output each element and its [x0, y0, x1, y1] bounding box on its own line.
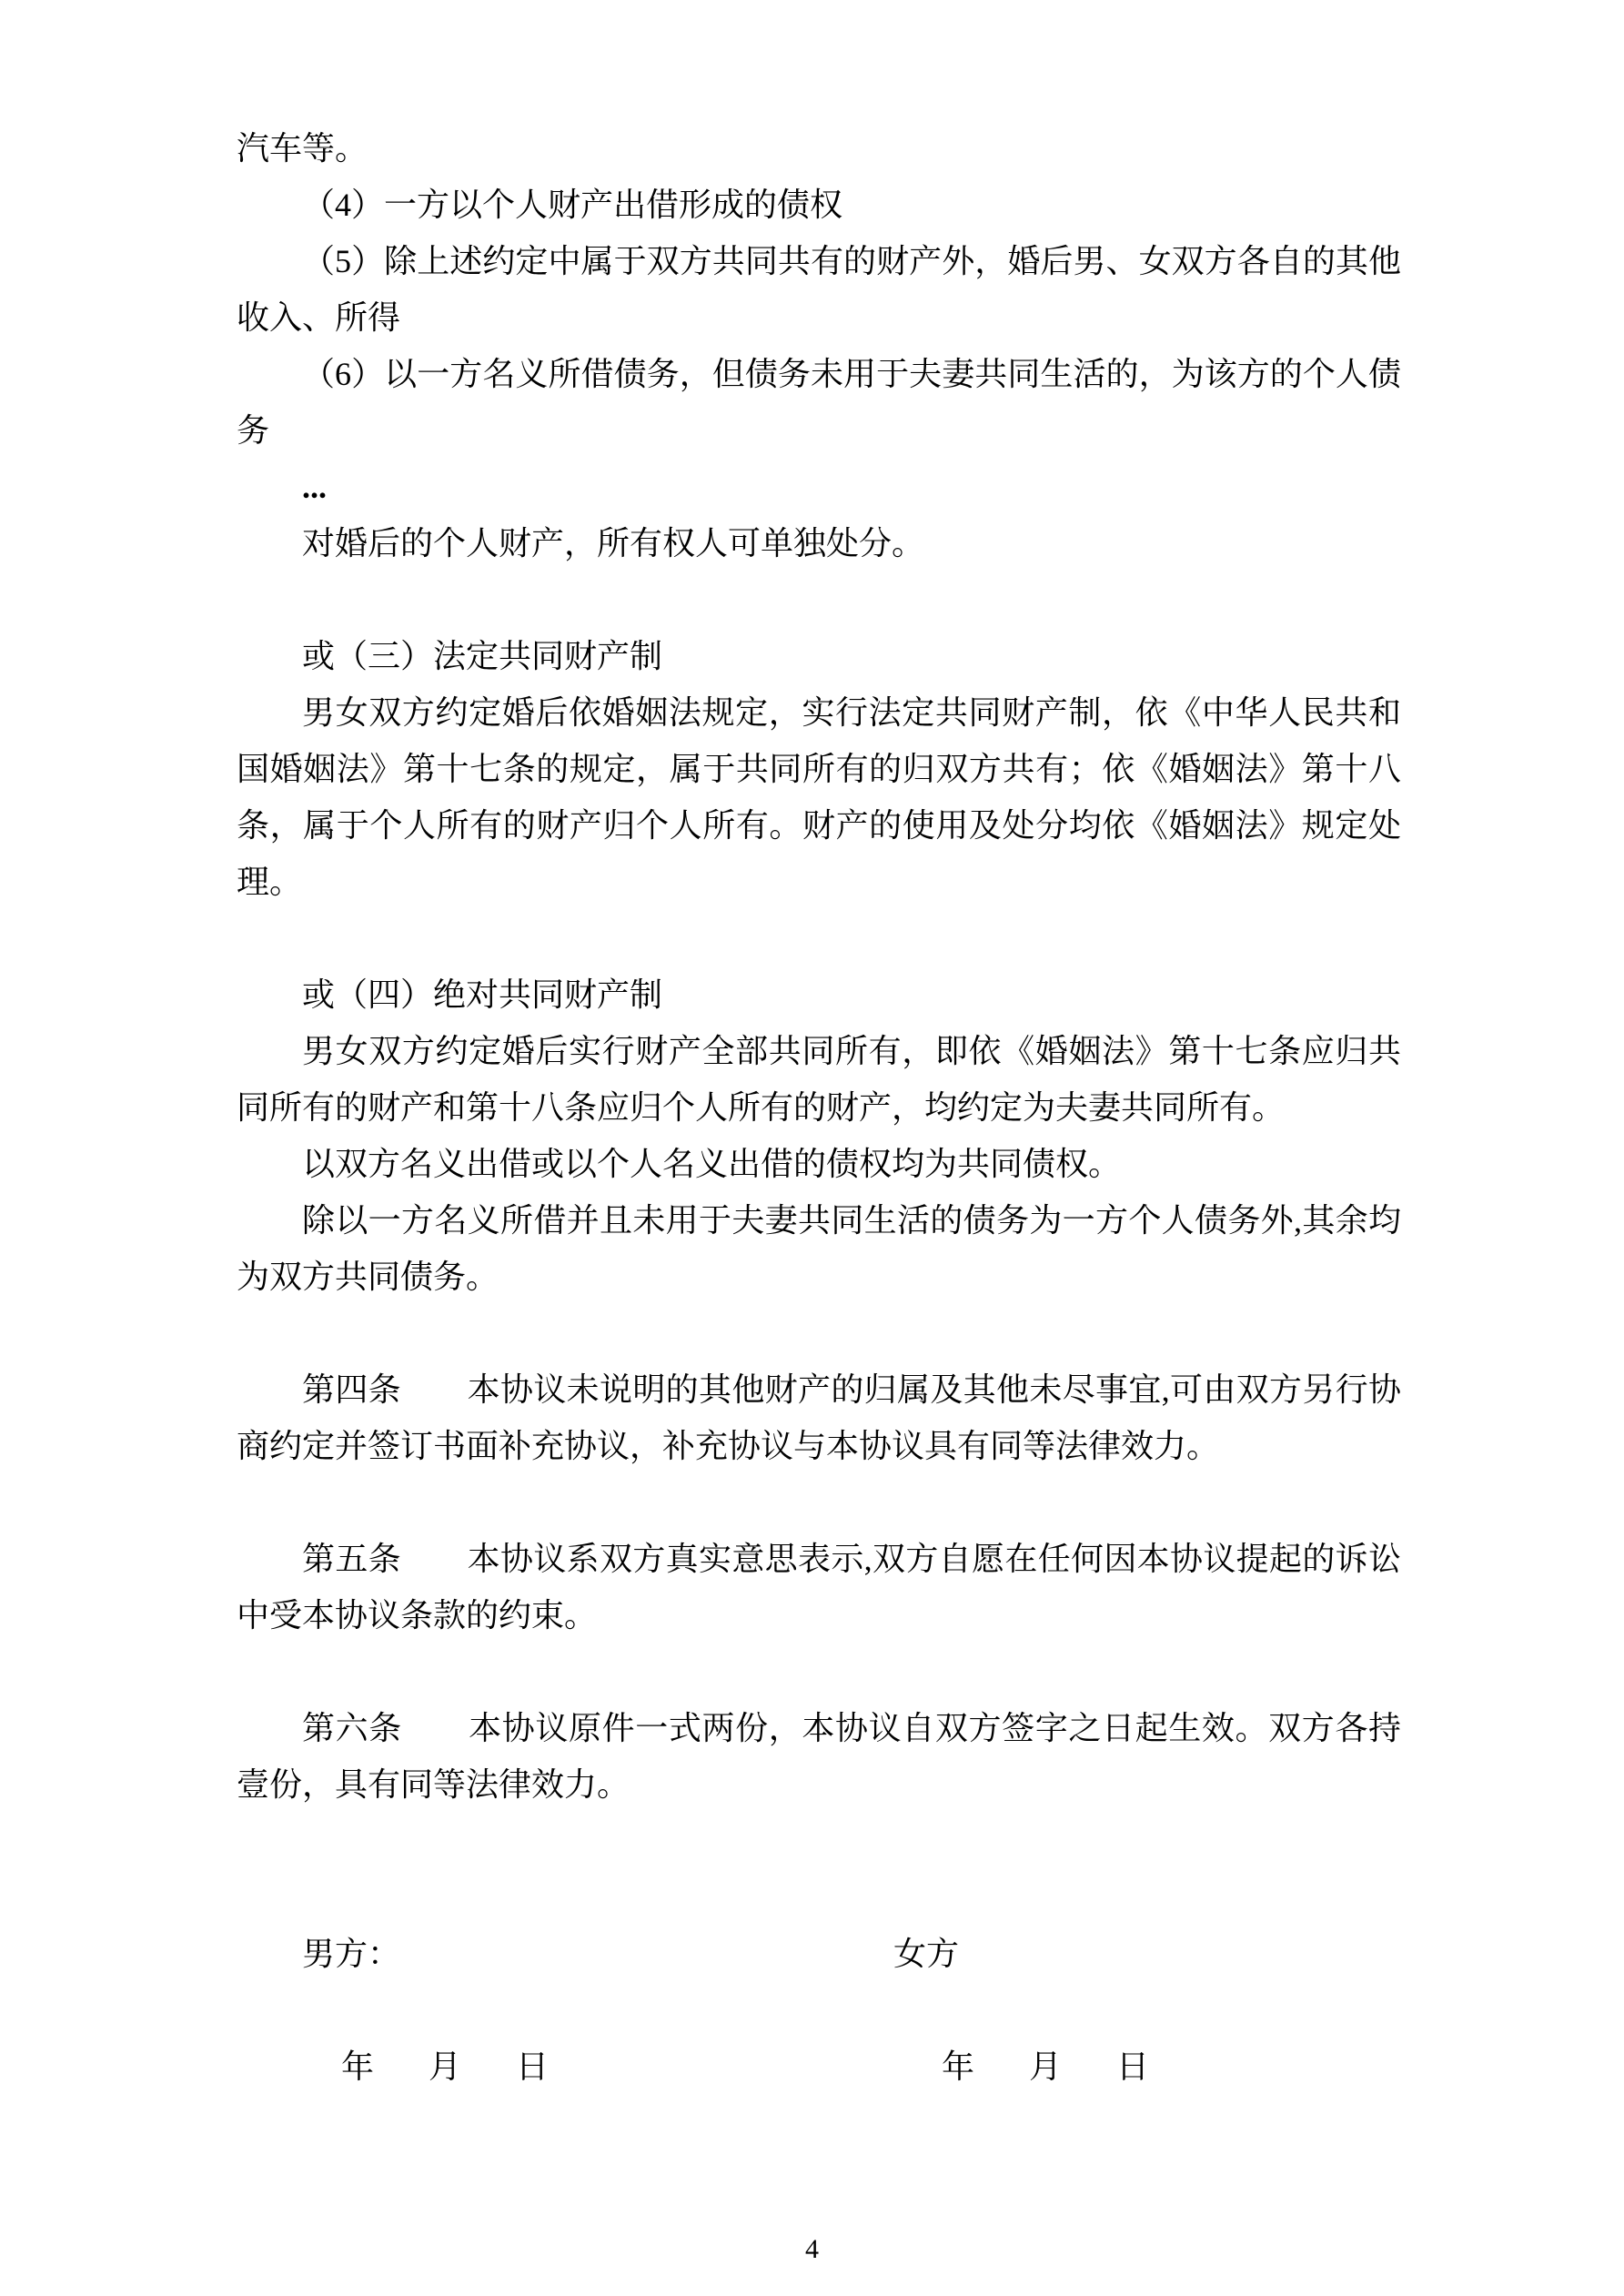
year-label: 年 [942, 2048, 975, 2085]
page-number: 4 [805, 2234, 819, 2264]
month-label: 月 [1029, 2048, 1063, 2085]
day-label: 日 [516, 2048, 550, 2085]
signature-wife [819, 1926, 1401, 1982]
heading-option-3: 或（三）法定共同财产制 [302, 638, 663, 674]
personal-property-note: 对婚后的个人财产，所有权人可单独处分。 [302, 525, 925, 561]
document-body [237, 120, 1401, 2095]
clause-item-6: （6）以一方名义所借债务，但债务未用于夫妻共同生活的，为该方的个人债务 [237, 356, 1401, 449]
ellipsis-line: ... [302, 469, 327, 505]
wife-label: 女方 [893, 1936, 960, 1972]
article-6: 第六条 本协议原件一式两份，本协议自双方签字之日起生效。双方各持壹份，具有同等法律效力。 [237, 1710, 1401, 1803]
date-group-husband [341, 2038, 819, 2095]
body-option-4-3: 除以一方名义所借并且未用于夫妻共同生活的债务为一方个人债务外,其余均为双方共同债务。 [237, 1202, 1401, 1295]
body-option-3: 男女双方约定婚后依婚姻法规定，实行法定共同财产制，依《中华人民共和国婚姻法》第十七条的规定，属于共同所有的归双方共有；依《婚姻法》第十八条，属于个人所有的财产归个人所有。财产的使用及处分均依《婚姻法》规定处理。 [237, 694, 1401, 900]
signature-row [237, 1926, 1401, 1982]
husband-label: 男方： [302, 1936, 401, 1972]
heading-option-4: 或（四）绝对共同财产制 [302, 976, 663, 1013]
date-row [237, 2038, 1401, 2095]
signature-husband [237, 1926, 819, 1982]
clause-item-5: （5）除上述约定中属于双方共同共有的财产外，婚后男、女双方各自的其他收入、所得 [237, 243, 1401, 336]
body-option-4-2: 以双方名义出借或以个人名义出借的债权均为共同债权。 [302, 1146, 1122, 1182]
clause-item-4: （4）一方以个人财产出借形成的债权 [302, 187, 843, 223]
date-husband [237, 2038, 819, 2095]
article-4: 第四条 本协议未说明的其他财产的归属及其他未尽事宜,可由双方另行协商约定并签订书面补充协议，补充协议与本协议具有同等法律效力。 [237, 1371, 1401, 1464]
day-label: 日 [1116, 2048, 1150, 2085]
body-option-4-1: 男女双方约定婚后实行财产全部共同所有，即依《婚姻法》第十七条应归共同所有的财产和第十八条应归个人所有的财产，均约定为夫妻共同所有。 [237, 1033, 1401, 1126]
year-label: 年 [341, 2048, 375, 2085]
paragraph-cars-etc: 汽车等。 [237, 130, 368, 167]
article-5: 第五条 本协议系双方真实意思表示,双方自愿在任何因本协议提起的诉讼中受本协议条款的约束。 [237, 1541, 1401, 1633]
date-group-wife [942, 2038, 1401, 2095]
month-label: 月 [429, 2048, 462, 2085]
date-wife [819, 2038, 1401, 2095]
